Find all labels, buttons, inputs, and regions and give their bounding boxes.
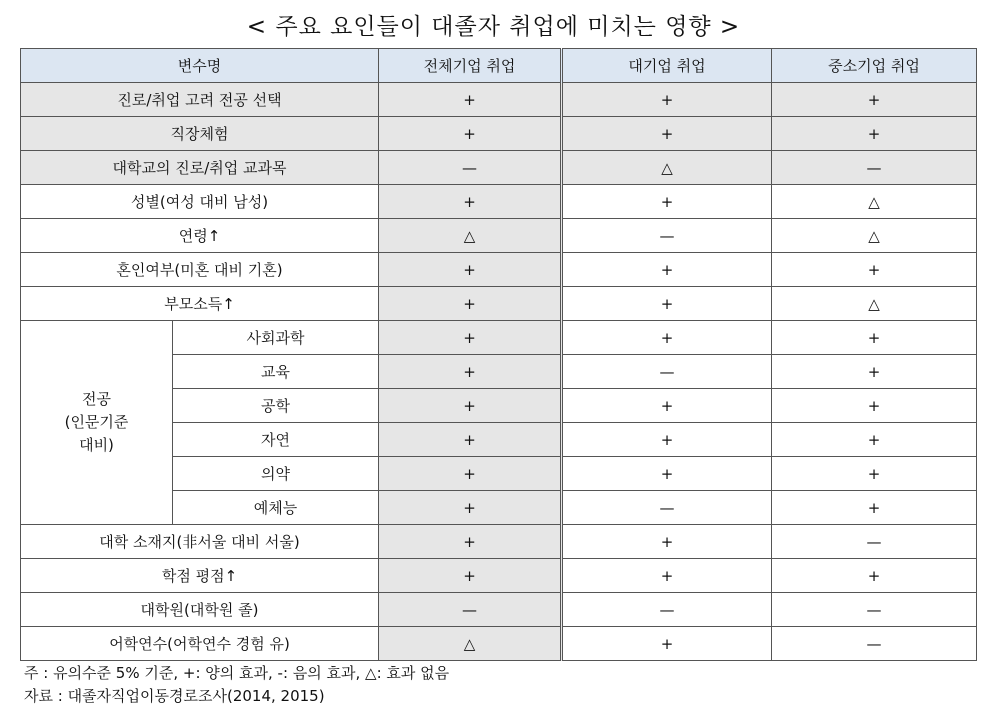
cell-large: —: [562, 219, 772, 253]
cell-overall: △: [379, 219, 562, 253]
cell-sme: △: [772, 287, 977, 321]
row-label: 공학: [173, 389, 379, 423]
row-label: 진로/취업 고려 전공 선택: [21, 83, 379, 117]
cell-sme: +: [772, 389, 977, 423]
row-label: 교육: [173, 355, 379, 389]
table-row: [21, 559, 977, 593]
cell-overall: —: [379, 151, 562, 185]
cell-large: +: [562, 423, 772, 457]
table-row: [21, 287, 977, 321]
cell-sme: +: [772, 321, 977, 355]
table-row: [21, 117, 977, 151]
row-label: 직장체험: [21, 117, 379, 151]
row-label: 성별(여성 대비 남성): [21, 185, 379, 219]
cell-overall: +: [379, 287, 562, 321]
table-row: [21, 525, 977, 559]
cell-large: △: [562, 151, 772, 185]
header-sme: 중소기업 취업: [772, 49, 977, 83]
cell-sme: +: [772, 559, 977, 593]
row-label: 어학연수(어학연수 경험 유): [21, 627, 379, 661]
cell-sme: —: [772, 627, 977, 661]
cell-overall: —: [379, 593, 562, 627]
cell-large: +: [562, 627, 772, 661]
cell-large: +: [562, 559, 772, 593]
cell-overall: +: [379, 321, 562, 355]
cell-large: —: [562, 593, 772, 627]
major-label-line2: (인문기준: [64, 413, 129, 431]
header-variable: 변수명: [21, 49, 379, 83]
cell-large: +: [562, 321, 772, 355]
cell-sme: △: [772, 185, 977, 219]
page-title: < 주요 요인들이 대졸자 취업에 미치는 영향 >: [246, 14, 741, 40]
cell-large: —: [562, 491, 772, 525]
cell-large: +: [562, 185, 772, 219]
cell-overall: +: [379, 83, 562, 117]
cell-overall: +: [379, 423, 562, 457]
cell-overall: △: [379, 627, 562, 661]
cell-sme: +: [772, 117, 977, 151]
row-label: 대학교의 진로/취업 교과목: [21, 151, 379, 185]
cell-overall: +: [379, 185, 562, 219]
table-row: [21, 253, 977, 287]
cell-sme: △: [772, 219, 977, 253]
cell-overall: +: [379, 525, 562, 559]
row-label: 부모소득↑: [21, 287, 379, 321]
cell-overall: +: [379, 559, 562, 593]
table-row: [21, 219, 977, 253]
major-label-line3: 대비): [79, 436, 114, 454]
row-label: 연령↑: [21, 219, 379, 253]
note-source: 자료 : 대졸자직업이동경로조사(2014, 2015): [24, 687, 325, 705]
table-row: [21, 151, 977, 185]
header-large: 대기업 취업: [562, 49, 772, 83]
row-label: 대학 소재지(非서울 대비 서울): [21, 525, 379, 559]
row-label: 사회과학: [173, 321, 379, 355]
table-row: [21, 593, 977, 627]
cell-large: —: [562, 355, 772, 389]
table-row: [21, 627, 977, 661]
row-label: 예체능: [173, 491, 379, 525]
row-label: 학점 평점↑: [21, 559, 379, 593]
cell-sme: —: [772, 525, 977, 559]
cell-sme: +: [772, 491, 977, 525]
cell-sme: —: [772, 151, 977, 185]
cell-sme: +: [772, 355, 977, 389]
cell-sme: +: [772, 423, 977, 457]
cell-sme: —: [772, 593, 977, 627]
cell-overall: +: [379, 457, 562, 491]
major-group-label: [21, 321, 173, 525]
cell-sme: +: [772, 83, 977, 117]
table-row: [21, 185, 977, 219]
cell-overall: +: [379, 253, 562, 287]
cell-large: +: [562, 525, 772, 559]
notes: [24, 662, 449, 708]
cell-large: +: [562, 389, 772, 423]
table-row: [21, 321, 977, 355]
row-label: 의약: [173, 457, 379, 491]
note-legend: 주 : 유의수준 5% 기준, +: 양의 효과, -: 음의 효과, △: 효과 없음: [24, 664, 450, 682]
cell-large: +: [562, 287, 772, 321]
cell-overall: +: [379, 491, 562, 525]
cell-sme: +: [772, 457, 977, 491]
cell-large: +: [562, 83, 772, 117]
cell-large: +: [562, 117, 772, 151]
effects-table: [20, 48, 977, 661]
cell-large: +: [562, 457, 772, 491]
cell-large: +: [562, 253, 772, 287]
table-row: [21, 83, 977, 117]
row-label: 대학원(대학원 졸): [21, 593, 379, 627]
cell-sme: +: [772, 253, 977, 287]
header-overall: 전체기업 취업: [379, 49, 562, 83]
row-label: 자연: [173, 423, 379, 457]
cell-overall: +: [379, 117, 562, 151]
major-label-line1: 전공: [82, 390, 111, 408]
header-row: [21, 49, 977, 83]
cell-overall: +: [379, 355, 562, 389]
cell-overall: +: [379, 389, 562, 423]
row-label: 혼인여부(미혼 대비 기혼): [21, 253, 379, 287]
